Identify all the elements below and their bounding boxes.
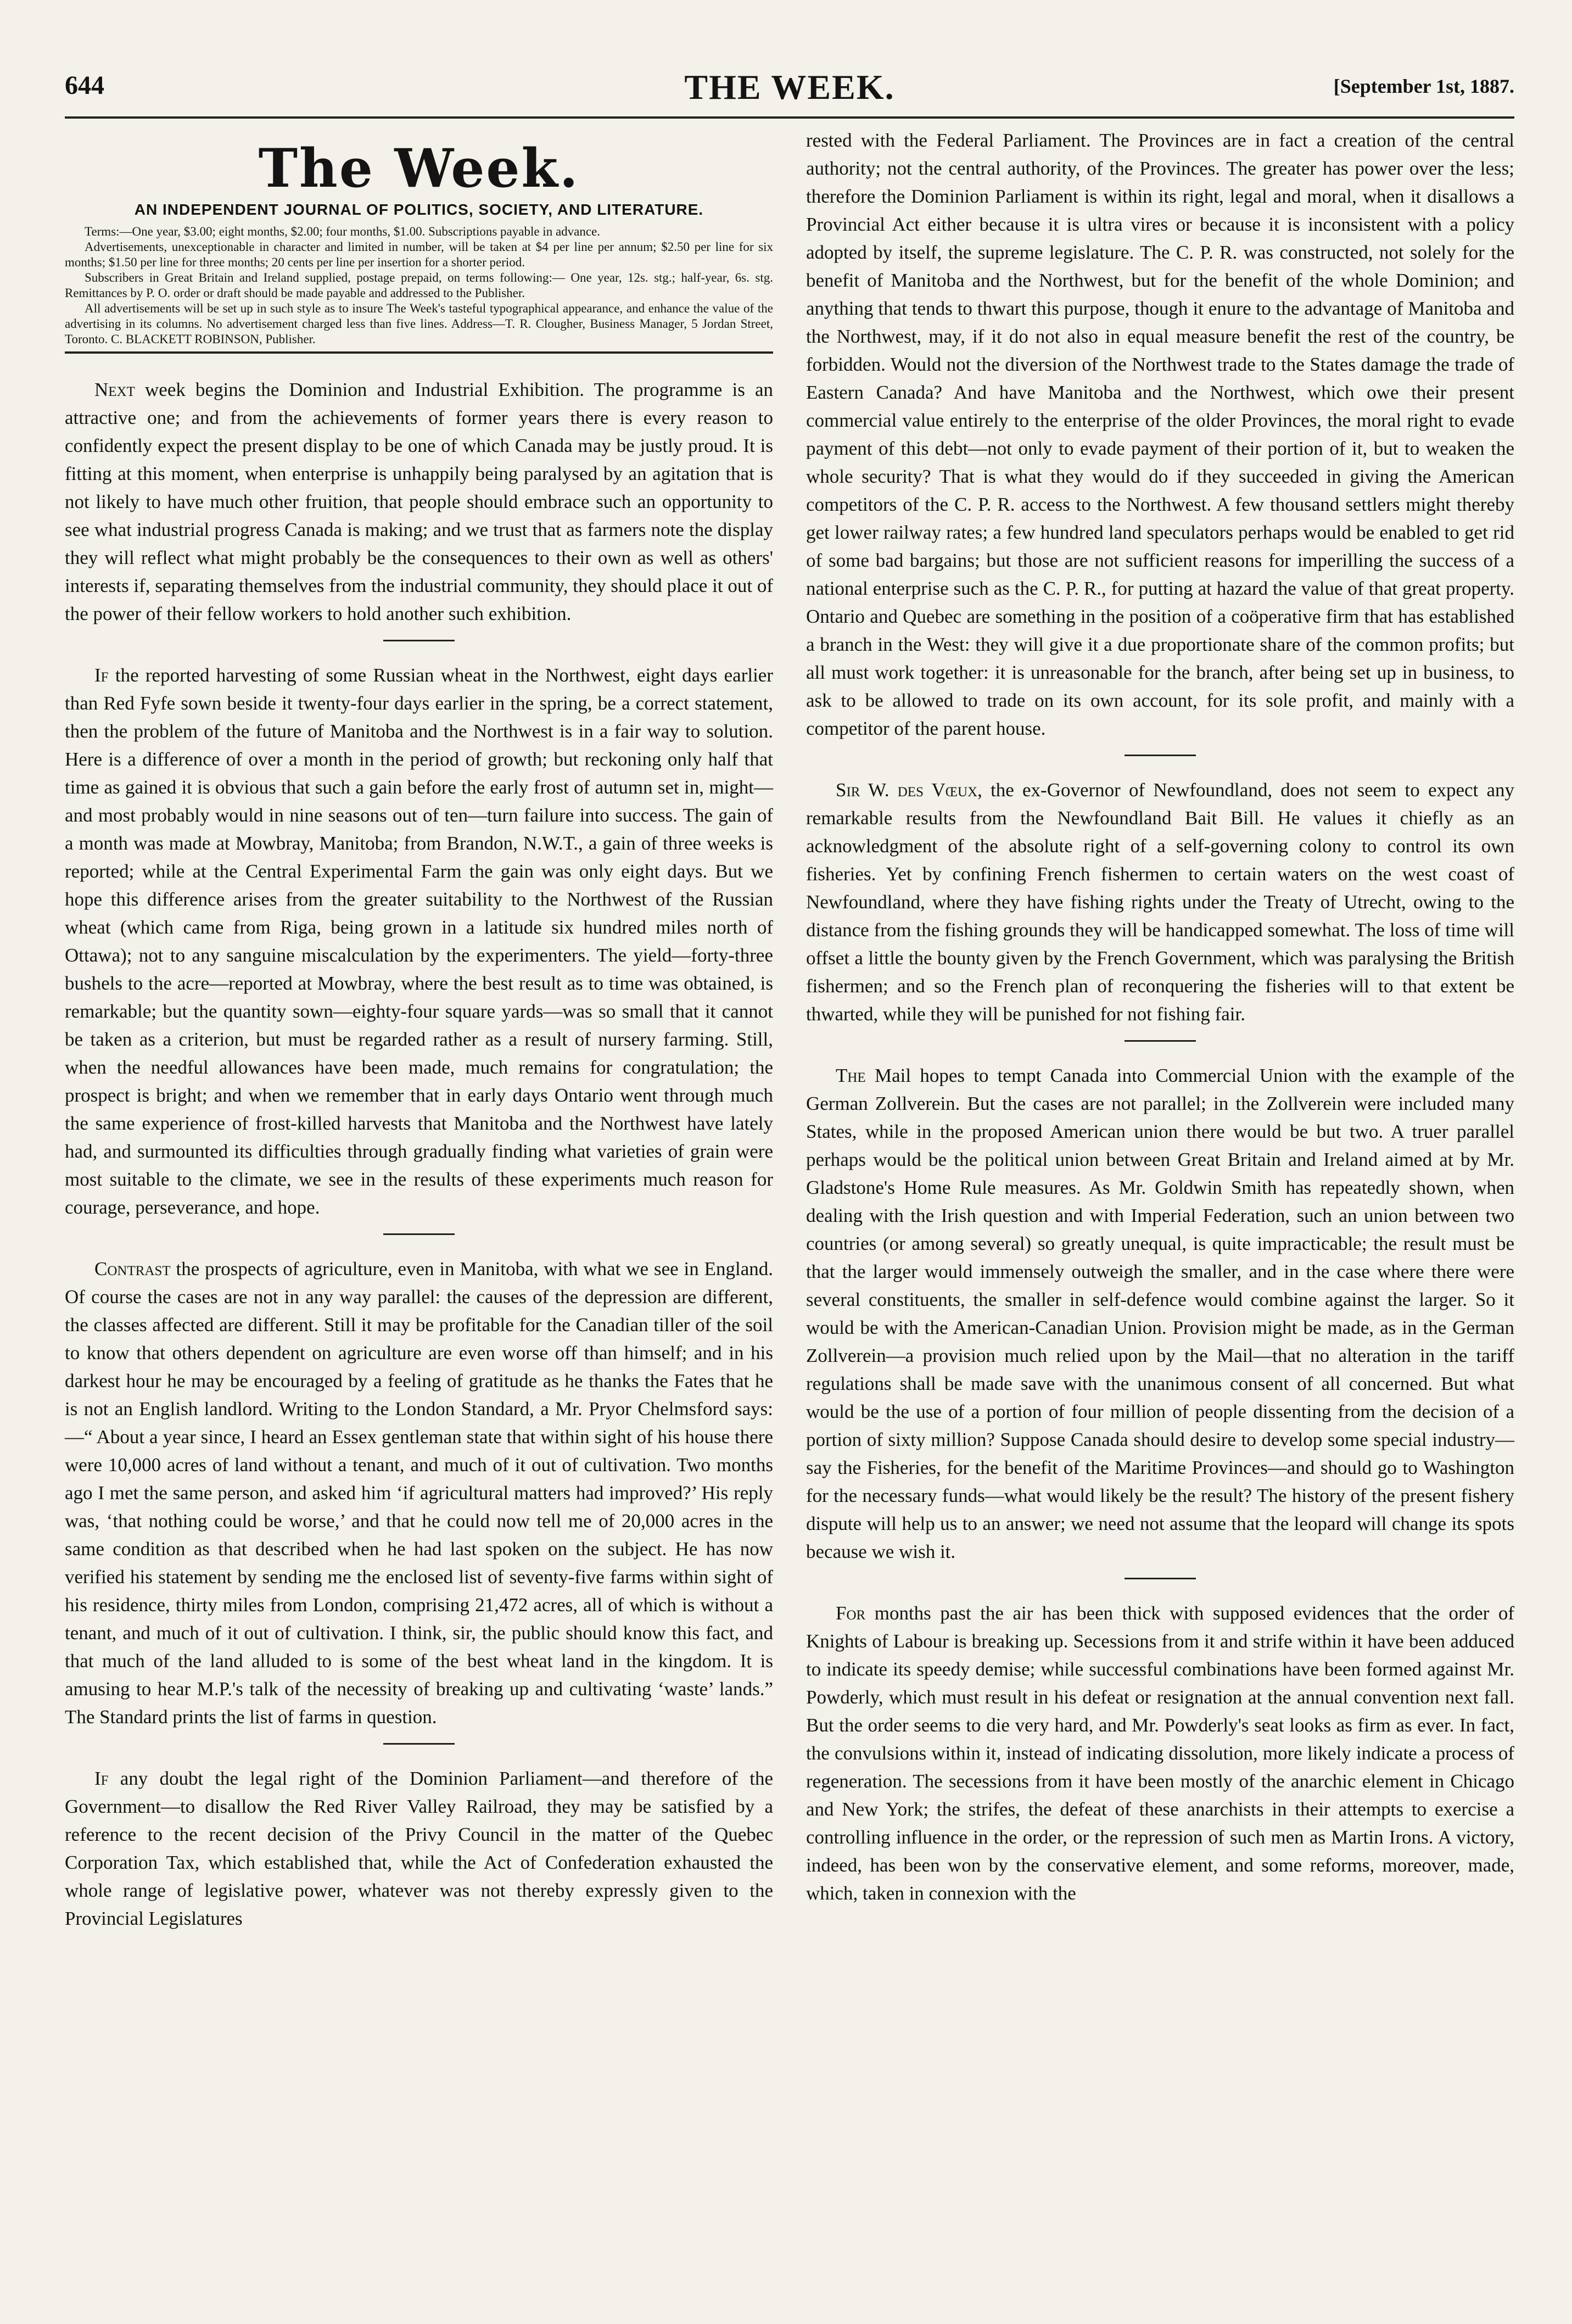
section-separator: [1125, 1578, 1196, 1579]
paragraph-text: months past the air has been thick with supposed evidences that the order of Knights of Labour is breaking up. Secessions from it and strife within it have been adduced to indicate its speedy demise; while successful combinations have been formed against Mr. Powderly, which must result in his defeat or resignation at the annual convention next fall. But the order seems to die very hard, and Mr. Powderly's seat looks as firm as ever. In fact, the convulsions within it, instead of indicating dissolution, more likely indicate a process of regeneration. The secessions from it have been mostly of the anarchic element in Chicago and New York; the strifes, the defeat of these anarchists in their attempts to exercise a controlling influence in the order, or the repression of such men as Martin Irons. A victory, indeed, has been won by the conservative element, and some reforms, moreover, made, which, taken in connexion with the: [806, 1602, 1514, 1904]
issue-date: [September 1st, 1887.: [1333, 75, 1514, 97]
paragraph-text: the reported harvesting of some Russian wheat in the Northwest, eight days earlier than Red Fyfe sown beside it twenty-four days earlier in the spring, be a correct statement, then the problem of the future of Manitoba and the Northwest is in a fair way to solution. Here is a difference of over a month in the period of growth; but reckoning only half that time as gained it is obvious that such a gain before the early frost of autumn set in, might—and most probably would in nine seasons out of ten—turn failure into success. The gain of a month was made at Mowbray, Manitoba; from Brandon, N.W.T., a gain of three weeks is reported; while at the Central Experimental Farm the gain was only eight days. But we hope this difference arises from the greater suitability to the Northwest of the Russian wheat (which came from Riga, being grown in a latitude six hundred miles north of Ottawa); not to any sanguine miscalculation by the experimenters. The yield—forty-three bushels to the acre—reported at Mowbray, where the best result as to time was obtained, is remarkable; but the quantity sown—eighty-four square yards—was so small that it cannot be taken as a criterion, but must be regarded rather as a result of nursery farming. Still, when the needful allowances have been made, much remains for congratulation; the prospect is bright; and when we remember that in early days Ontario went through much the same experience of frost-killed harvests that Manitoba and the Northwest have lately had, and surmounted its difficulties through gradually finding what varieties of grain were most suitable to the climate, we see in the results of these experiments much reason for courage, perseverance, and hope.: [65, 664, 773, 1218]
paragraph-text: the ex-Governor of Newfoundland, does not seem to expect any remarkable results from the Newfoundland Bait Bill. He values it chiefly as an acknowledgment of the absolute right of a self-governing colony to control its own fisheries. Yet by confining French fishermen to certain waters on the west coast of Newfoundland, where they have fishing rights under the Treaty of Utrecht, owing to the distance from the fishing grounds they will be handicapped somewhat. The loss of time will offset a little the bounty given by the French Government, which was paralysing the British fishermen; and so the French plan of reconquering the fisheries will to that extent be thwarted, while they will be punished for not fishing fair.: [806, 779, 1514, 1025]
lead-word: For: [836, 1602, 866, 1624]
terms-line: All advertisements will be set up in such style as to insure The Week's tasteful typographical appearance, and enhance the value of the advertising in its columns. No advertisement charged less than five lines. Address—T. R. Clougher, Business Manager, 5 Jordan Street, Toronto. C. BLACKETT ROBINSON, Publisher.: [65, 301, 773, 346]
lead-word: Sir W. des Vœux,: [836, 779, 982, 801]
article-paragraph: [65, 1764, 773, 1932]
publication-title: THE WEEK.: [684, 68, 895, 107]
article-paragraph: [806, 1062, 1514, 1566]
section-separator: [383, 1233, 455, 1235]
lead-word: Next: [94, 379, 135, 400]
article-paragraph: [806, 776, 1514, 1028]
running-head: [65, 70, 1514, 114]
masthead-subtitle: AN INDEPENDENT JOURNAL OF POLITICS, SOCIETY, AND LITERATURE.: [134, 201, 704, 218]
section-separator: [1125, 755, 1196, 756]
section-separator: [383, 640, 455, 641]
lead-word: The: [836, 1065, 866, 1086]
paragraph-text: the prospects of agriculture, even in Manitoba, with what we see in England. Of course the cases are not in any way parallel: the causes of the depression are different, the classes affected are different. Still it may be profitable for the Canadian tiller of the soil to know that others dependent on agriculture are even worse off than himself; and in his darkest hour he may be encouraged by a feeling of gratitude as he thanks the Fates that he is not an English landlord. Writing to the London Standard, a Mr. Pryor Chelmsford says:—“ About a year since, I heard an Essex gentleman state that within sight of his house there were 10,000 acres of land without a tenant, and much of it out of cultivation. Two months ago I met the same person, and asked him ‘if agricultural matters had improved?’ His reply was, ‘that nothing could be worse,’ and that he could now tell me of 20,000 acres in the same condition as that described when he had last spoken on the subject. He has now verified his statement by sending me the enclosed list of seventy-five farms within sight of his residence, thirty miles from London, comprising 21,472 acres, all of which is without a tenant, and much of it out of cultivation. I think, sir, the public should know this fact, and that much of the land alluded to is some of the best wheat land in the kingdom. It is amusing to hear M.P.'s talk of the necessity of breaking up and cultivating ‘waste’ lands.” The Standard prints the list of farms in question.: [65, 1258, 773, 1728]
paragraph-text: rested with the Federal Parliament. The Provinces are in fact a creation of the central authority; not the central authority, of the Provinces. The greater has power over the less; therefore the Dominion Parliament is within its right, legal and moral, when it disallows a Provincial Act either because it is ultra vires or because it is inconsistent with a policy adopted by itself, the supreme legislature. The C. P. R. was constructed, not solely for the benefit of Manitoba and the Northwest, but for the benefit of the whole Dominion; and anything that tends to thwart this purpose, though it enure to the advantage of Manitoba and the Northwest, may, if it do not also in equal measure benefit the rest of the country, be forbidden. Would not the diversion of the Northwest trade to the States damage the trade of Eastern Canada? And have Manitoba and the Northwest, which owe their present commercial value entirely to the enterprise of the older Provinces, the moral right to evade payment of this debt—not only to evade payment of their portion of it, but to weaken the whole security? That is what they would do if they succeeded in giving the American competitors of the C. P. R. access to the Northwest. A few thousand settlers might thereby get lower railway rates; a few hundred land speculators perhaps would be enabled to get rid of some bad bargains; but those are not sufficient reasons for imperilling the success of a national enterprise such as the C. P. R., for putting at hazard the value of that great property. Ontario and Quebec are something in the position of a coöperative firm that has established a branch in the West: they will give it a due proportionate share of the common profits; but all must work together: it is unreasonable for the branch, after being set up in business, to ask to be allowed to trade on its own account, for its sole profit, and mainly with a competitor of the parent house.: [806, 130, 1514, 739]
terms-line: Subscribers in Great Britain and Ireland supplied, postage prepaid, on terms following:— One year, 12s. stg.; half-year, 6s. stg. Remittances by P. O. order or draft should be made payable and addressed to the Publisher.: [65, 271, 773, 300]
lead-word: If: [94, 664, 109, 686]
masthead-title: The Week.: [258, 137, 580, 199]
paragraph-text: any doubt the legal right of the Dominion Parliament—and therefore of the Government—to disallow the Red River Valley Railroad, they may be satisfied by a reference to the recent decision of the Privy Council in the matter of the Quebec Corporation Tax, which established that, while the Act of Confederation exhausted the whole range of legislative power, whatever was not thereby expressly given to the Provincial Legislatures: [65, 1768, 773, 1929]
right-column: [806, 126, 1514, 1907]
article-paragraph: [65, 376, 773, 628]
section-separator: [383, 1743, 455, 1745]
masthead: [65, 138, 773, 354]
subscription-terms: [65, 224, 773, 347]
paragraph-text: week begins the Dominion and Industrial Exhibition. The programme is an attractive one; and from the achievements of former years there is every reason to confidently expect the present display to be one of which Canada may be justly proud. It is fitting at this moment, when enterprise is unhappily being paralysed by an agitation that is not likely to have much other fruition, that people should embrace such an opportunity to see what industrial progress Canada is making; and we trust that as farmers note the display they will reflect what might probably be the consequences to their own as well as others' interests if, separating themselves from the industrial community, they should place it out of the power of their fellow workers to hold another such exhibition.: [65, 379, 773, 624]
article-paragraph: [806, 126, 1514, 742]
terms-line: Terms:—One year, $3.00; eight months, $2.00; four months, $1.00. Subscriptions payable in advance.: [85, 225, 601, 238]
masthead-rule: [65, 351, 773, 354]
page-number: 644: [65, 71, 104, 100]
article-paragraph: [65, 661, 773, 1221]
article-paragraph: [806, 1599, 1514, 1907]
header-rule: [65, 116, 1514, 119]
lead-word: Contrast: [94, 1258, 171, 1280]
section-separator: [1125, 1040, 1196, 1042]
terms-line: Advertisements, unexceptionable in character and limited in number, will be taken at $4 per line per annum; $2.50 per line for six months; $1.50 per line for three months; 20 cents per line per insertion for a shorter period.: [65, 240, 773, 269]
left-column: [65, 126, 773, 1932]
lead-word: If: [94, 1768, 109, 1789]
paragraph-text: Mail hopes to tempt Canada into Commercial Union with the example of the German Zollverein. But the cases are not parallel; in the Zollverein were included many States, while in the proposed American union there would be but two. A truer parallel perhaps would be the political union between Great Britain and Ireland aimed at by Mr. Gladstone's Home Rule measures. As Mr. Goldwin Smith has repeatedly shown, when dealing with the Irish question and with Imperial Federation, such an union between two countries (or among several) so greatly unequal, is quite impracticable; the result must be that the larger would immensely outweigh the smaller, and in the case where there were several constituents, the smaller in self-defence would combine against the larger. So it would be with the American-Canadian Union. Provision might be made, as in the German Zollverein—a provision much relied upon by the Mail—that no alteration in the tariff regulations shall be made save with the unanimous consent of all concerned. But what would be the use of a portion of four million of people dissenting from the decision of a portion of sixty million? Suppose Canada should desire to develop some special industry—say the Fisheries, for the benefit of the Maritime Provinces—and should go to Washington for the necessary funds—what would likely be the result? The history of the present fishery dispute will help us to an answer; we need not assume that the leopard will change its spots because we wish it.: [806, 1065, 1514, 1562]
article-paragraph: [65, 1255, 773, 1731]
